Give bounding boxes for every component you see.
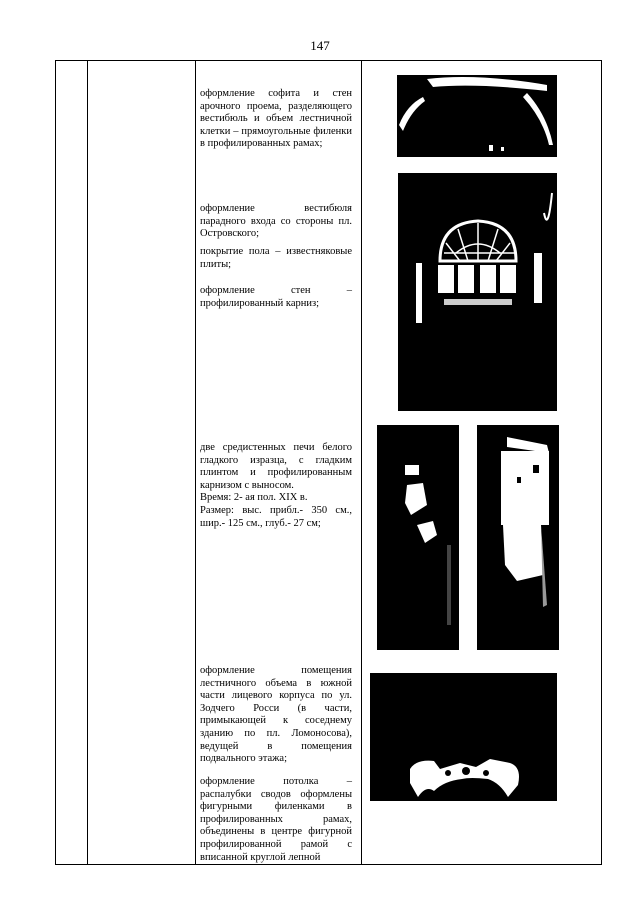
column-divider — [361, 61, 362, 864]
page-number: 147 — [310, 38, 330, 53]
vestibule-fanlight-photo — [398, 173, 557, 411]
description-entry: две средистенных печи белого гладкого изразца, с гладким плинтом и профилированным карнизом с выносом. Время: 2- ая пол. XIX в. Размер: выс. прибл.- 350 см., шир.- 125 см., глуб.- 27 см; — [200, 442, 352, 529]
description-entry: оформление вестибюля парадного входа со стороны пл. Островского; — [200, 203, 352, 240]
description-entry: покрытие пола – известняковые плиты; — [200, 246, 352, 270]
archway-soffit-photo — [397, 75, 557, 157]
description-entry: оформление стен – профилированный карниз; — [200, 285, 352, 309]
stair-vault-photo — [370, 673, 557, 801]
stove-photo-left — [377, 425, 459, 650]
column-divider — [87, 61, 88, 864]
stove-photo-right — [477, 425, 559, 650]
description-entry: оформление софита и стен арочного проема, разделяющего вестибюль и объем лестничной клетки – прямоугольные филенки в профилированных рамах; — [200, 88, 352, 150]
description-entry: оформление потолка – распалубки сводов оформлены фигурными филенками в профилированных рамах, объединены в центре фигурной профилированной рамой с вписанной круглой лепной — [200, 776, 352, 863]
column-divider — [195, 61, 196, 864]
description-entry: оформление помещения лестничного объема в южной части лицевого корпуса по ул. Зодчего Росси (в части, примыкающей к соседнему зданию по пл. Ломоносова), ведущей в помещения подвального этажа; — [200, 665, 352, 765]
